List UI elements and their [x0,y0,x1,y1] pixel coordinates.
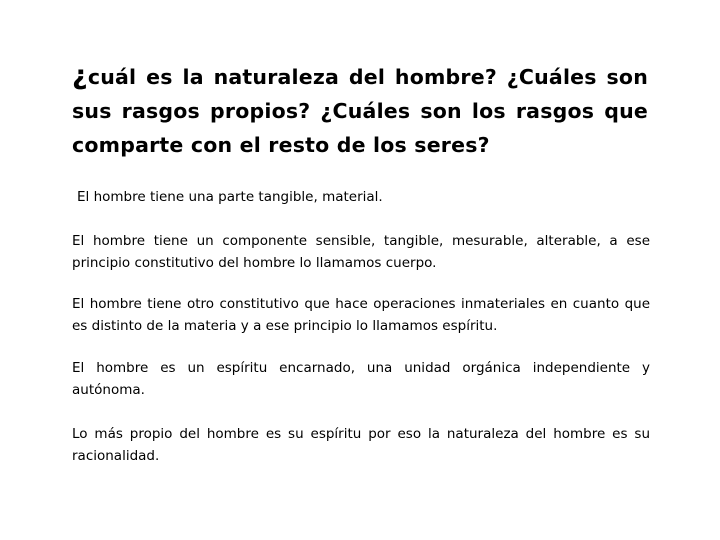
paragraph-4: El hombre es un espíritu encarnado, una unidad orgánica independiente y autónoma. [72,360,650,398]
title-opening-mark: ¿ [72,60,88,91]
paragraph-2: El hombre tiene un componente sensible, tangible, mesurable, alterable, a ese principio constitutivo del hombre lo llamamos cuerpo. [72,233,650,271]
paragraph-5: Lo más propio del hombre es su espíritu por eso la naturaleza del hombre es su racionalidad. [72,426,650,464]
paragraph-1: El hombre tiene una parte tangible, material. [77,189,383,205]
paragraph-3: El hombre tiene otro constitutivo que hace operaciones inmateriales en cuanto que es distinto de la materia y a ese principio lo llamamos espíritu. [72,296,650,334]
title-text: cuál es la naturaleza del hombre? ¿Cuáles son sus rasgos propios? ¿Cuáles son los rasgos que comparte con el resto de los seres? [72,65,648,157]
slide-title [72,60,648,162]
